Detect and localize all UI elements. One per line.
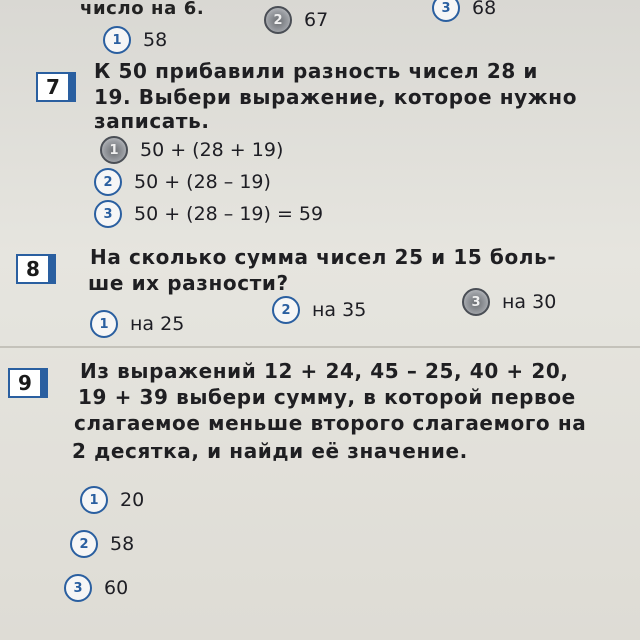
task8-option-3[interactable] [462,288,556,316]
task9-line2: 19 + 39 выбери сумму, в которой первое [78,385,576,409]
option-text: 58 [110,533,135,555]
option-text: 60 [104,577,129,599]
option-text: 50 + (28 + 19) [140,139,284,161]
option-number-circle: 2 [272,296,300,324]
option-text: 50 + (28 – 19) = 59 [134,203,324,225]
task7-line2: 19. Выбери выражение, которое нужно [94,85,578,109]
task8-option-2[interactable] [272,296,366,324]
task-number-7: 7 [36,72,70,102]
option-number-circle: 3 [94,200,122,228]
task7-option-2[interactable] [94,168,271,196]
option-number-circle-marked: 3 [462,288,490,316]
option-number-circle: 2 [70,530,98,558]
task9-option-2[interactable] [70,530,134,558]
task8-option-1[interactable] [90,310,184,338]
option-text: на 30 [502,291,557,313]
option-number-circle-marked: 1 [100,136,128,164]
option-text: 67 [304,9,329,31]
task8-line1: На сколько сумма чисел 25 и 15 боль- [90,245,557,269]
option-number-circle: 3 [432,0,460,22]
option-number-circle: 2 [94,168,122,196]
task-number-9: 9 [8,368,42,398]
task9-line1: Из выражений 12 + 24, 45 – 25, 40 + 20, [80,359,569,383]
option-text: на 35 [312,299,367,321]
option-number-circle: 1 [103,26,131,54]
task9-line3: слагаемое меньше второго слагаемого на [74,411,587,435]
task7-line3: записать. [94,109,210,133]
option-number-circle: 3 [64,574,92,602]
top-partial-text: число на 6. [80,0,205,19]
top-option-1[interactable] [103,26,167,54]
option-number-circle: 1 [90,310,118,338]
section-divider [0,346,640,348]
option-text: 68 [472,0,497,19]
task9-line4: 2 десятка, и найди её значение. [72,439,468,463]
option-number-circle-marked: 2 [264,6,292,34]
option-text: 50 + (28 – 19) [134,171,271,193]
option-text: на 25 [130,313,185,335]
task8-line2: ше их разности? [88,271,289,295]
task7-line1: К 50 прибавили разность чисел 28 и [94,59,539,83]
task9-option-1[interactable] [80,486,144,514]
option-text: 20 [120,489,145,511]
option-text: 58 [143,29,168,51]
option-number-circle: 1 [80,486,108,514]
task-number-8: 8 [16,254,50,284]
task9-option-3[interactable] [64,574,128,602]
task7-option-3[interactable] [94,200,323,228]
top-option-3[interactable] [432,0,496,22]
task7-option-1[interactable] [100,136,283,164]
top-option-2[interactable] [264,6,328,34]
